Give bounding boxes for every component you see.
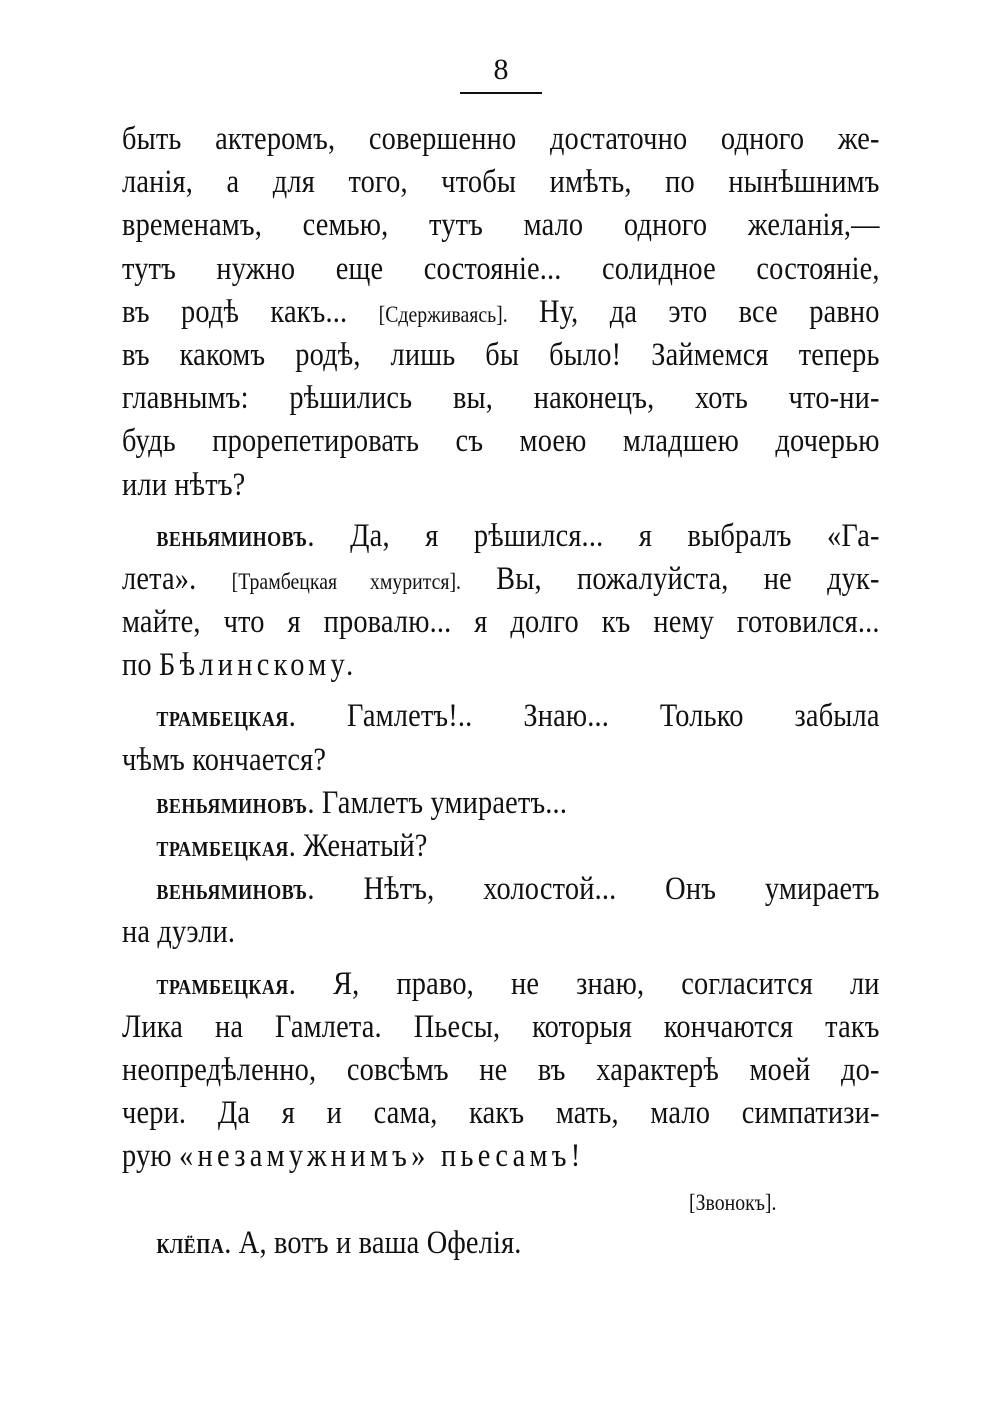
text-line: чѣмъ кончается? [122,741,327,778]
speaker-name: веньяминовъ [156,873,308,907]
speaker-name: трамбецкая [156,967,289,1001]
text-line: будь прорепетировать съ моею младшею дочерью [122,423,880,460]
dialogue-line [122,515,880,558]
text-line [122,291,880,334]
speaker-separator: . [224,1224,239,1261]
text-line [122,1135,880,1178]
speaker-name: веньяминовъ [156,786,308,820]
spaced-emphasis: Бѣлинскому. [158,647,358,684]
spaced-emphasis: «незамужнимъ» пьесамъ! [179,1138,585,1175]
speech-text: Гамлетъ!.. Знаю... Только забыла [346,698,880,735]
speaker-separator: . [288,965,334,1002]
speaker-name: трамбецкая [156,700,289,734]
page-number-rule [460,92,542,94]
speech-text: Гамлетъ умираетъ... [321,784,568,821]
text-line: тутъ нужно еще состояніе... солидное состояніе, [122,250,880,287]
text-fragment: Ну, да это все равно [507,293,880,330]
stage-direction: [Сдерживаясь]. [378,301,508,327]
text-line: на дуэли. [122,914,236,951]
speaker-name: веньяминовъ [156,519,308,553]
speaker-name: клёпа [156,1226,225,1260]
speaker-separator: . [288,698,347,735]
dialogue-line [122,1222,880,1265]
text-line [122,558,880,601]
text-fragment: по [122,647,159,684]
dialogue-line [122,695,880,738]
text-line: неопредѣленно, совсѣмъ не въ характерѣ моей до- [122,1051,880,1088]
dialogue-line [122,825,880,868]
speaker-separator: . [288,828,304,864]
text-line: быть актеромъ, совершенно достаточно одного же- [122,121,880,157]
text-line [122,644,880,687]
dialogue-line [122,963,880,1006]
text-line: Лика на Гамлета. Пьесы, которыя кончаются такъ [122,1008,880,1045]
text-line: или нѣтъ? [122,466,246,503]
text-line: чери. Да я и сама, какъ мать, мало симпатизи- [122,1095,880,1132]
speech-text: А, вотъ и ваша Офелія. [238,1224,522,1261]
text-line: главнымъ: рѣшились вы, наконецъ, хоть что-ни- [122,380,880,417]
speech-text: Да, я рѣшился... я выбралъ «Га- [350,517,880,554]
text-line: майте, что я провалю... я долго къ нему готовился... [122,604,880,641]
text-line: ланія, а для того, чтобы имѣть, по нынѣшнимъ [122,164,880,201]
page-number: 8 [493,53,509,86]
speech-text: Нѣтъ, холостой... Онъ умираетъ [363,871,880,908]
speech-text: Женатый? [303,828,428,864]
speaker-separator: . [307,784,322,821]
text-fragment: въ родѣ какъ... [122,293,379,330]
speech-text: Я, право, не знаю, согласится ли [333,965,880,1002]
text-fragment: лета». [122,560,232,597]
speaker-separator: . [307,871,364,908]
dialogue-line [122,868,880,911]
page-header [460,52,542,94]
text-line: временамъ, семью, тутъ мало одного желанія,— [122,207,880,244]
text-fragment: Вы, пожалуйста, не дук- [461,560,880,597]
speaker-separator: . [307,517,351,554]
stage-direction: [Звонокъ]. [689,1189,777,1215]
play-text [122,118,880,1265]
text-fragment: рую [122,1138,180,1175]
text-line: въ какомъ родѣ, лишь бы было! Займемся теперь [122,336,880,373]
stage-direction-line [122,1179,880,1222]
speaker-name: трамбецкая [156,830,289,863]
dialogue-line [122,782,880,825]
stage-direction: [Трамбецкая хмурится]. [231,568,462,594]
